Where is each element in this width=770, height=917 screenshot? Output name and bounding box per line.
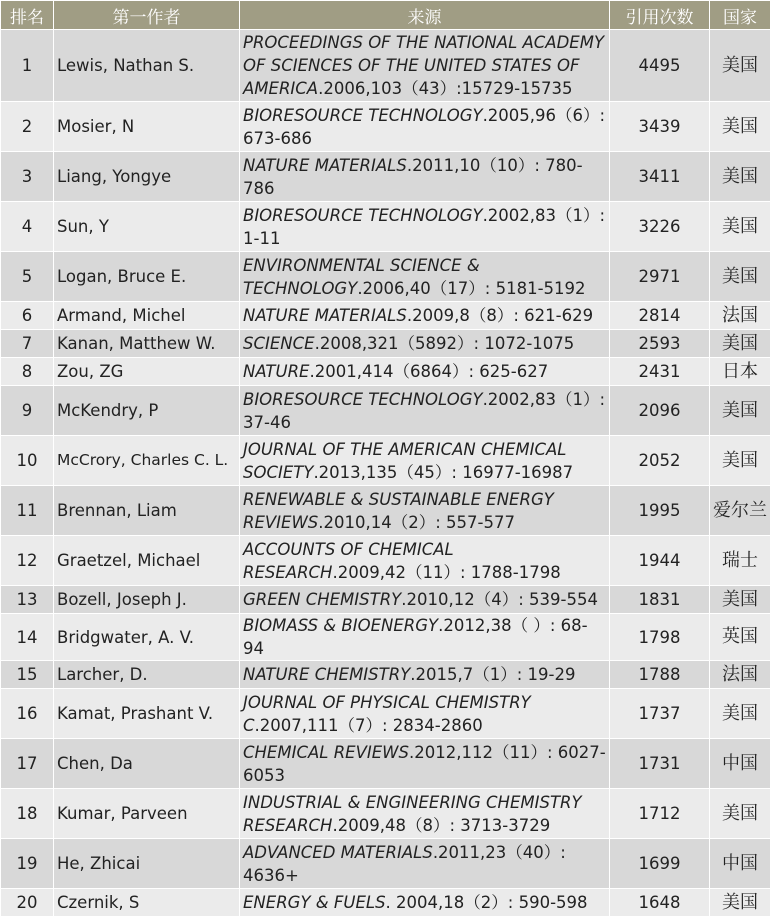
table-body [1,30,770,917]
publication-details: .2005,96（6）: 673-686 [243,106,605,148]
citations-cell: 1831 [610,586,710,614]
journal-name: ACCOUNTS OF CHEMICAL RESEARCH [243,540,454,582]
journal-name: NATURE MATERIALS [243,306,407,325]
author-cell: Graetzel, Michael [54,536,240,586]
country-cell: 爱尔兰 [710,486,770,536]
publication-details: .2002,83（1）: 1-11 [243,206,605,248]
publication-details: .2007,111（7）: 2834-2860 [255,716,483,735]
source-cell [240,302,610,330]
table-row [1,152,770,202]
table-row [1,889,770,917]
table-row [1,486,770,536]
source-cell [240,252,610,302]
table-row [1,202,770,252]
author-cell: Lewis, Nathan S. [54,30,240,102]
country-cell: 法国 [710,302,770,330]
rank-cell: 15 [1,661,54,689]
rank-cell: 1 [1,30,54,102]
rank-cell: 17 [1,739,54,789]
source-header: 来源 [240,1,610,30]
country-cell: 法国 [710,661,770,689]
source-cell [240,152,610,202]
rank-cell: 16 [1,689,54,739]
publication-details: .2012,112（11）: 6027-6053 [243,743,606,785]
country-cell: 美国 [710,102,770,152]
table-row [1,252,770,302]
rank-cell: 10 [1,436,54,486]
table-row [1,789,770,839]
source-cell [240,202,610,252]
rank-cell: 9 [1,386,54,436]
journal-name: ENVIRONMENTAL SCIENCE & TECHNOLOGY [243,256,480,298]
citations-cell: 3226 [610,202,710,252]
citations-cell: 2971 [610,252,710,302]
rank-cell: 8 [1,358,54,386]
source-cell [240,486,610,536]
table-row [1,536,770,586]
author-cell: Armand, Michel [54,302,240,330]
author-cell: Bozell, Joseph J. [54,586,240,614]
rank-header: 排名 [1,1,54,30]
country-cell: 美国 [710,586,770,614]
journal-name: NATURE [243,362,309,381]
table-row [1,302,770,330]
citations-cell: 1944 [610,536,710,586]
table-row [1,661,770,689]
journal-name: BIOMASS & BIOENERGY [243,616,438,635]
source-cell [240,30,610,102]
country-cell: 美国 [710,330,770,358]
journal-name: ENERGY & FUELS [243,893,386,912]
publication-details: .2011,23（40）: 4636+ [243,843,566,885]
source-cell [240,661,610,689]
citations-cell: 1995 [610,486,710,536]
source-cell [240,330,610,358]
table-row [1,330,770,358]
author-header: 第一作者 [54,1,240,30]
journal-name: JOURNAL OF THE AMERICAN CHEMICAL SOCIETY [243,440,566,482]
country-cell: 美国 [710,889,770,917]
table-row [1,586,770,614]
publication-details: .2009,42（11）: 1788-1798 [332,563,560,582]
journal-name: NATURE CHEMISTRY [243,665,410,684]
author-cell: Sun, Y [54,202,240,252]
source-cell [240,386,610,436]
author-cell: Kanan, Matthew W. [54,330,240,358]
publication-details: .2002,83（1）: 37-46 [243,390,605,432]
table-row [1,689,770,739]
citations-cell: 3411 [610,152,710,202]
author-cell: Liang, Yongye [54,152,240,202]
source-cell [240,839,610,889]
author-cell: McCrory, Charles C. L. [54,436,240,486]
citations-cell: 2096 [610,386,710,436]
journal-name: BIORESOURCE TECHNOLOGY [243,106,483,125]
country-cell: 瑞士 [710,536,770,586]
country-cell: 美国 [710,202,770,252]
source-cell [240,889,610,917]
publication-details: .2001,414（6864）: 625-627 [309,362,548,381]
journal-name: BIORESOURCE TECHNOLOGY [243,390,483,409]
publication-details: .2008,321（5892）: 1072-1075 [315,334,575,353]
publication-details: .2006,103（43）:15729-15735 [318,79,572,98]
table-row [1,358,770,386]
country-cell: 美国 [710,386,770,436]
publication-details: .2015,7（1）: 19-29 [410,665,575,684]
source-cell [240,689,610,739]
publication-details: .2006,40（17）: 5181-5192 [357,279,585,298]
citations-cell: 1731 [610,739,710,789]
publication-details: .2009,8（8）: 621-629 [407,306,593,325]
country-cell: 美国 [710,436,770,486]
citations-cell: 2431 [610,358,710,386]
journal-name: NATURE MATERIALS [243,156,407,175]
citations-cell: 1712 [610,789,710,839]
country-header: 国家 [710,1,770,30]
author-cell: Kamat, Prashant V. [54,689,240,739]
rank-cell: 13 [1,586,54,614]
citations-cell: 4495 [610,30,710,102]
table-row [1,102,770,152]
rank-cell: 20 [1,889,54,917]
table-row [1,30,770,102]
table-row [1,386,770,436]
journal-name: SCIENCE [243,334,315,353]
citations-cell: 1699 [610,839,710,889]
country-cell: 美国 [710,789,770,839]
country-cell: 中国 [710,839,770,889]
source-cell [240,358,610,386]
citations-cell: 1648 [610,889,710,917]
journal-name: JOURNAL OF PHYSICAL CHEMISTRY C [243,693,531,735]
journal-name: ADVANCED MATERIALS [243,843,433,862]
table-row [1,614,770,661]
rank-cell: 5 [1,252,54,302]
citations-cell: 2052 [610,436,710,486]
publication-details: .2013,135（45）: 16977-16987 [313,463,573,482]
citations-cell: 1788 [610,661,710,689]
author-cell: Kumar, Parveen [54,789,240,839]
journal-name: BIORESOURCE TECHNOLOGY [243,206,483,225]
author-cell: Chen, Da [54,739,240,789]
country-cell: 美国 [710,30,770,102]
source-cell [240,436,610,486]
rank-cell: 12 [1,536,54,586]
rank-cell: 18 [1,789,54,839]
citations-cell: 2593 [610,330,710,358]
source-cell [240,739,610,789]
publication-details: .2010,12（4）: 539-554 [401,590,598,609]
author-cell: He, Zhicai [54,839,240,889]
rank-cell: 3 [1,152,54,202]
citations-cell: 1737 [610,689,710,739]
source-cell [240,536,610,586]
citations-header: 引用次数 [610,1,710,30]
author-cell: Zou, ZG [54,358,240,386]
citations-cell: 2814 [610,302,710,330]
journal-name: INDUSTRIAL & ENGINEERING CHEMISTRY RESEARCH [243,793,582,835]
country-cell: 英国 [710,614,770,661]
header-row [1,1,770,30]
citations-cell: 1798 [610,614,710,661]
country-cell: 美国 [710,689,770,739]
journal-name: GREEN CHEMISTRY [243,590,401,609]
publication-details: .2012,38（ ）: 68-94 [243,616,588,658]
rank-cell: 7 [1,330,54,358]
publication-details: .2011,10（10）: 780-786 [243,156,583,198]
author-cell: McKendry, P [54,386,240,436]
citations-cell: 3439 [610,102,710,152]
publication-details: .2009,48（8）: 3713-3729 [332,816,550,835]
country-cell: 美国 [710,152,770,202]
author-cell: Larcher, D. [54,661,240,689]
country-cell: 美国 [710,252,770,302]
journal-name: RENEWABLE & SUSTAINABLE ENERGY REVIEWS [243,490,554,532]
rank-cell: 4 [1,202,54,252]
rank-cell: 19 [1,839,54,889]
table-row [1,436,770,486]
journal-name: CHEMICAL REVIEWS [243,743,409,762]
country-cell: 日本 [710,358,770,386]
journal-name: PROCEEDINGS OF THE NATIONAL ACADEMY OF SCIENCES OF THE UNITED STATES OF AMERICA [243,33,604,98]
author-cell: Brennan, Liam [54,486,240,536]
author-cell: Logan, Bruce E. [54,252,240,302]
source-cell [240,789,610,839]
publication-details: .2010,14（2）: 557-577 [318,513,515,532]
rank-cell: 14 [1,614,54,661]
rank-cell: 6 [1,302,54,330]
country-cell: 中国 [710,739,770,789]
author-cell: Bridgwater, A. V. [54,614,240,661]
rank-cell: 11 [1,486,54,536]
author-cell: Mosier, N [54,102,240,152]
publication-details: . 2004,18（2）: 590-598 [386,893,588,912]
source-cell [240,614,610,661]
author-cell: Czernik, S [54,889,240,917]
source-cell [240,586,610,614]
table-row [1,839,770,889]
rank-cell: 2 [1,102,54,152]
table-row [1,739,770,789]
source-cell [240,102,610,152]
